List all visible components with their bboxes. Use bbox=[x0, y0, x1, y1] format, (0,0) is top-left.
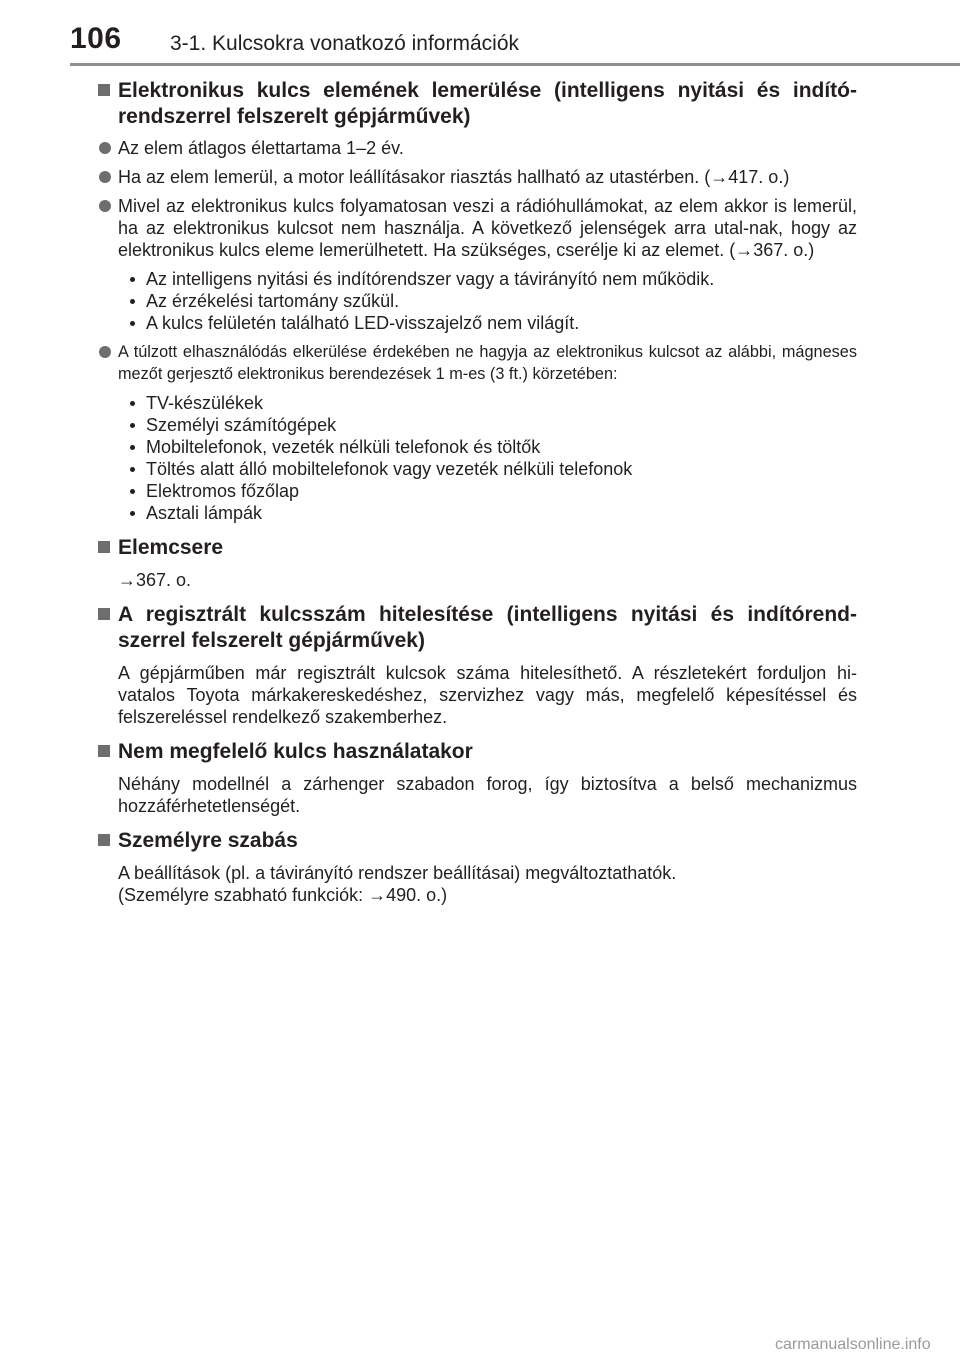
square-bullet-icon bbox=[98, 84, 110, 96]
round-bullet-icon bbox=[99, 200, 111, 212]
page-content bbox=[97, 78, 857, 906]
paragraph-line: A beállítások (pl. a távirányító rendszer beállításai) megváltoztathatók. bbox=[118, 863, 677, 883]
page-reference: (Személyre szabható funkciók: →490. o.) bbox=[118, 885, 448, 905]
round-bullet-icon bbox=[99, 142, 111, 154]
bullet-item: Ha az elem lemerül, a motor leállításakor riasztás hallható az utastérben. (→417. o.) bbox=[97, 166, 857, 188]
section-title: 3-1. Kulcsokra vonatkozó információk bbox=[170, 32, 519, 55]
small-dot-icon bbox=[130, 445, 135, 450]
list-item: Elektromos főzőlap bbox=[118, 480, 857, 502]
bullet-item: Az elem átlagos élettartama 1–2 év. bbox=[97, 137, 857, 159]
watermark: carmanualsonline.info bbox=[775, 1336, 931, 1353]
header-rule bbox=[70, 63, 960, 66]
round-bullet-icon bbox=[99, 346, 111, 358]
round-bullet-icon bbox=[99, 171, 111, 183]
small-dot-icon bbox=[130, 489, 135, 494]
small-dot-icon bbox=[130, 277, 135, 282]
square-bullet-icon bbox=[98, 745, 110, 757]
list-item: Az intelligens nyitási és indítórendszer vagy a távirányító nem működik. bbox=[118, 268, 857, 290]
section-heading-wrong-key: Nem megfelelő kulcs használatakor bbox=[97, 739, 857, 765]
list-item: TV-készülékek bbox=[118, 392, 857, 414]
page-reference: →367. o. bbox=[118, 570, 192, 590]
small-dot-icon bbox=[130, 299, 135, 304]
list-item: Töltés alatt álló mobiltelefonok vagy vezeték nélküli telefonok bbox=[118, 458, 857, 480]
square-bullet-icon bbox=[98, 541, 110, 553]
symptom-list bbox=[118, 268, 857, 334]
square-bullet-icon bbox=[98, 834, 110, 846]
bullet-item: Mivel az elektronikus kulcs folyamatosan veszi a rádióhullámokat, az elem akkor is lemerül, ha az elektronikus kulcsot nem használja. A következő jelenségek arra utal-nak, hogy az elektronikus kulcs eleme lemerülhetett. Ha szükséges, cserélje ki az elemet. (→367. o.) bbox=[97, 195, 857, 261]
list-item: Személyi számítógépek bbox=[118, 414, 857, 436]
section-heading-key-registration: A regisztrált kulcsszám hitelesítése (intelligens nyitási és indítórend-szerrel felszerelt gépjárművek) bbox=[97, 602, 857, 654]
section-heading-battery-replacement: Elemcsere bbox=[97, 535, 857, 561]
small-dot-icon bbox=[130, 321, 135, 326]
small-dot-icon bbox=[130, 511, 135, 516]
list-item: Mobiltelefonok, vezeték nélküli telefonok és töltők bbox=[118, 436, 857, 458]
page-number: 106 bbox=[70, 22, 122, 55]
paragraph bbox=[97, 862, 857, 906]
square-bullet-icon bbox=[98, 608, 110, 620]
small-dot-icon bbox=[130, 467, 135, 472]
section-heading-battery: Elektronikus kulcs elemének lemerülése (intelligens nyitási és indító-rendszerrel felszerelt gépjárművek) bbox=[97, 78, 857, 130]
list-item: Asztali lámpák bbox=[118, 502, 857, 524]
small-dot-icon bbox=[130, 423, 135, 428]
section-heading-customization: Személyre szabás bbox=[97, 828, 857, 854]
list-item: A kulcs felületén található LED-visszajelző nem világít. bbox=[118, 312, 857, 334]
device-list bbox=[118, 392, 857, 524]
paragraph: Néhány modellnél a zárhenger szabadon forog, így biztosítva a belső mechanizmus hozzáférhetetlenségét. bbox=[118, 774, 857, 816]
paragraph: A gépjárműben már regisztrált kulcsok száma hitelesíthető. A részletekért forduljon hi-vatalos Toyota márkakereskedéshez, szervizhez vagy más, megfelelő képesítéssel és felszereléssel rendelkező szakemberhez. bbox=[118, 663, 857, 727]
small-dot-icon bbox=[130, 401, 135, 406]
bullet-item: A túlzott elhasználódás elkerülése érdekében ne hagyja az elektronikus kulcsot az alábbi, mágneses mezőt gerjesztő elektronikus berendezések 1 m-es (3 ft.) körzetében: bbox=[97, 341, 857, 385]
page-header bbox=[0, 0, 960, 66]
list-item: Az érzékelési tartomány szűkül. bbox=[118, 290, 857, 312]
